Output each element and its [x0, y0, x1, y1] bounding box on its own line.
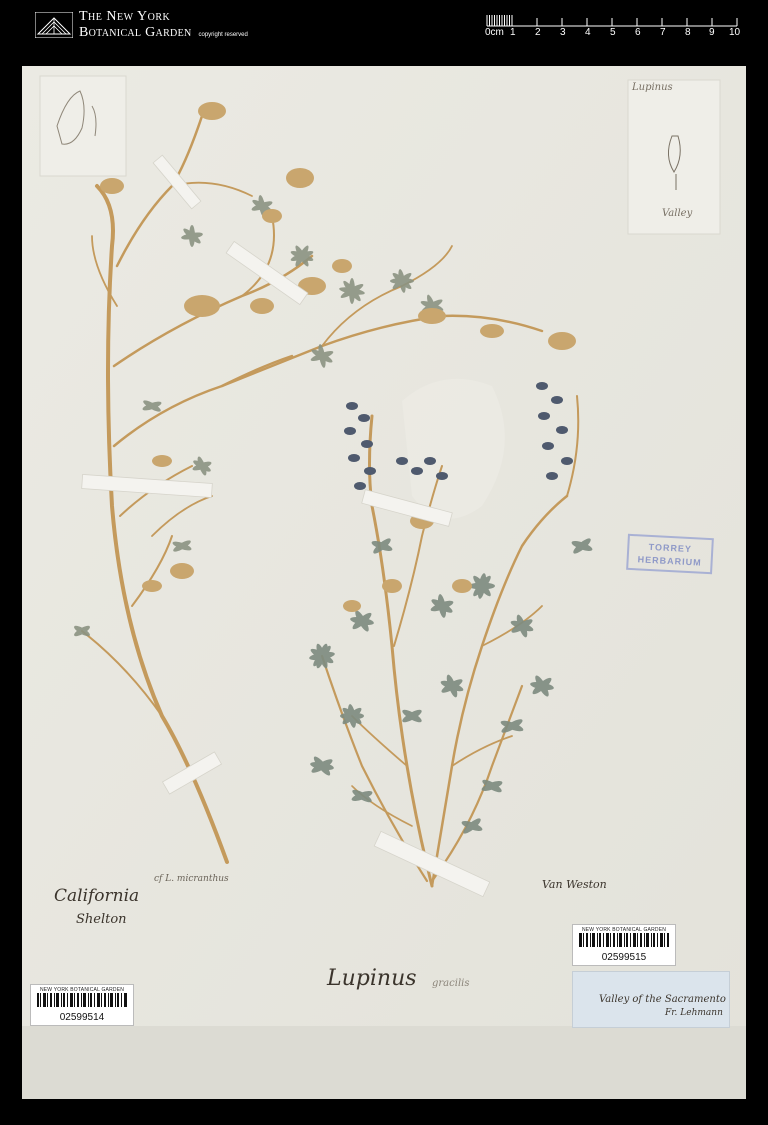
corner-label-text1: Lupinus: [632, 82, 673, 93]
barcode-icon: [37, 993, 127, 1007]
stamp-line2: HERBARIUM: [637, 554, 702, 568]
barcode-number-2: 02599515: [601, 952, 647, 963]
barcode-label-1: [30, 984, 134, 1026]
nybg-logo-icon: [35, 12, 73, 38]
institution-line1: The New York: [79, 9, 171, 24]
institution-line2: Botanical Garden: [79, 25, 192, 40]
barcode-institution-2: NEW YORK BOTANICAL GARDEN: [581, 927, 667, 933]
barcode-label-2: [572, 924, 676, 966]
ruler-label-4: 4: [585, 27, 591, 38]
barcode-institution-1: NEW YORK BOTANICAL GARDEN: [39, 987, 125, 993]
slip-text-line2: Fr. Lehmann: [665, 1008, 723, 1018]
ruler-label-7: 7: [660, 27, 666, 38]
slip-text-line1: Valley of the Sacramento: [599, 994, 726, 1005]
copyright-note: copyright reserved: [198, 32, 248, 38]
torrey-herbarium-stamp: [626, 534, 714, 574]
ruler-label-3: 3: [560, 27, 566, 38]
ruler-label-10: 10: [729, 27, 741, 38]
determination-slip: [572, 971, 730, 1028]
corner-label-text2: Valley: [662, 208, 693, 219]
barcode-icon: [579, 933, 669, 947]
handwritten-locality: California: [54, 886, 140, 906]
handwritten-collector: Shelton: [76, 912, 127, 927]
herbarium-sheet: [22, 66, 746, 1099]
barcode-number-1: 02599514: [59, 1012, 105, 1023]
ruler-label-8: 8: [685, 27, 691, 38]
ruler-label-5: 5: [610, 27, 616, 38]
ruler-label-0: 0cm: [485, 27, 504, 38]
institution-name: [79, 9, 248, 43]
handwritten-epithet: gracilis: [432, 978, 470, 989]
handwritten-note: cf L. micranthus: [154, 874, 229, 884]
ruler-label-6: 6: [635, 27, 641, 38]
ruler-label-1: 1: [510, 27, 516, 38]
handwritten-genus: Lupinus: [327, 966, 417, 991]
ruler-label-9: 9: [709, 27, 715, 38]
header-bar: [0, 0, 768, 60]
ruler-label-2: 2: [535, 27, 541, 38]
stamp-line1: TORREY: [648, 541, 693, 555]
handwritten-collector-right: Van Weston: [542, 878, 607, 891]
